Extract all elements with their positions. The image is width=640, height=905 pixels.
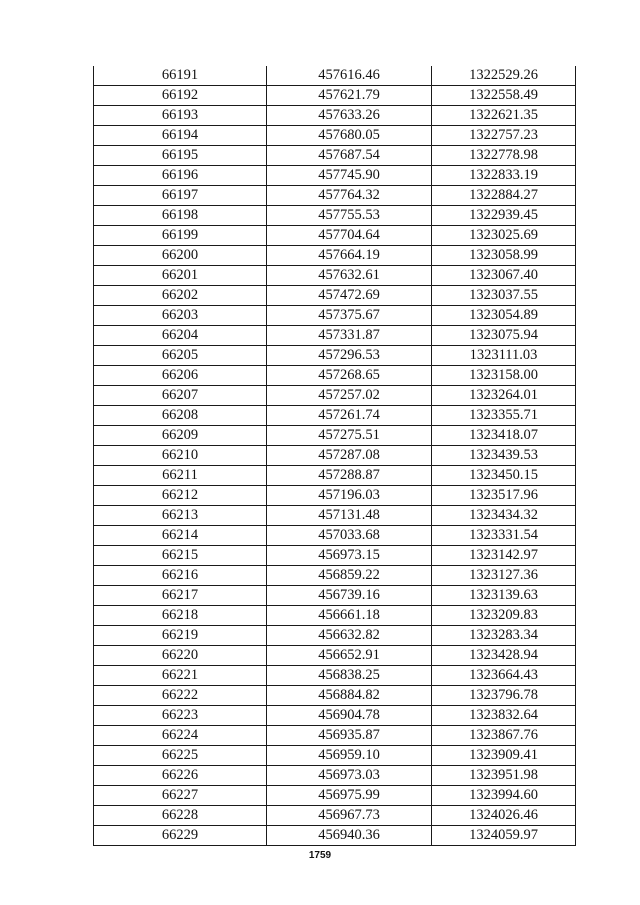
y-coordinate-cell: 1323796.78: [432, 686, 576, 706]
x-coordinate-cell: 456884.82: [267, 686, 432, 706]
y-coordinate-cell: 1323428.94: [432, 646, 576, 666]
x-coordinate-cell: 457331.87: [267, 326, 432, 346]
x-coordinate-cell: 457755.53: [267, 206, 432, 226]
x-coordinate-cell: 457632.61: [267, 266, 432, 286]
table-row: [94, 406, 576, 426]
point-id-cell: 66208: [94, 406, 267, 426]
x-coordinate-cell: 456967.73: [267, 806, 432, 826]
point-id-cell: 66198: [94, 206, 267, 226]
table-row: [94, 666, 576, 686]
x-coordinate-cell: 457745.90: [267, 166, 432, 186]
point-id-cell: 66207: [94, 386, 267, 406]
y-coordinate-cell: 1324026.46: [432, 806, 576, 826]
table-row: [94, 486, 576, 506]
table-row: [94, 806, 576, 826]
x-coordinate-cell: 456904.78: [267, 706, 432, 726]
y-coordinate-cell: 1323054.89: [432, 306, 576, 326]
y-coordinate-cell: 1323209.83: [432, 606, 576, 626]
y-coordinate-cell: 1323951.98: [432, 766, 576, 786]
x-coordinate-cell: 456973.03: [267, 766, 432, 786]
x-coordinate-cell: 457275.51: [267, 426, 432, 446]
table-row: [94, 226, 576, 246]
point-id-cell: 66214: [94, 526, 267, 546]
table-row: [94, 826, 576, 846]
table-row: [94, 286, 576, 306]
table-row: [94, 326, 576, 346]
x-coordinate-cell: 457687.54: [267, 146, 432, 166]
x-coordinate-cell: 457616.46: [267, 66, 432, 86]
page-number: 1759: [308, 850, 332, 861]
point-id-cell: 66226: [94, 766, 267, 786]
point-id-cell: 66223: [94, 706, 267, 726]
table-row: [94, 246, 576, 266]
point-id-cell: 66193: [94, 106, 267, 126]
point-id-cell: 66211: [94, 466, 267, 486]
x-coordinate-cell: 456652.91: [267, 646, 432, 666]
y-coordinate-cell: 1323434.32: [432, 506, 576, 526]
y-coordinate-cell: 1322778.98: [432, 146, 576, 166]
x-coordinate-cell: 456859.22: [267, 566, 432, 586]
point-id-cell: 66195: [94, 146, 267, 166]
table-row: [94, 506, 576, 526]
y-coordinate-cell: 1323037.55: [432, 286, 576, 306]
point-id-cell: 66218: [94, 606, 267, 626]
y-coordinate-cell: 1323025.69: [432, 226, 576, 246]
point-id-cell: 66227: [94, 786, 267, 806]
x-coordinate-cell: 457288.87: [267, 466, 432, 486]
table-row: [94, 426, 576, 446]
y-coordinate-cell: 1322529.26: [432, 66, 576, 86]
table-row: [94, 526, 576, 546]
y-coordinate-cell: 1323058.99: [432, 246, 576, 266]
y-coordinate-cell: 1323264.01: [432, 386, 576, 406]
table-row: [94, 166, 576, 186]
y-coordinate-cell: 1323517.96: [432, 486, 576, 506]
point-id-cell: 66228: [94, 806, 267, 826]
x-coordinate-cell: 457261.74: [267, 406, 432, 426]
point-id-cell: 66212: [94, 486, 267, 506]
table-row: [94, 766, 576, 786]
point-id-cell: 66194: [94, 126, 267, 146]
x-coordinate-cell: 456739.16: [267, 586, 432, 606]
point-id-cell: 66229: [94, 826, 267, 846]
y-coordinate-cell: 1323355.71: [432, 406, 576, 426]
y-coordinate-cell: 1323909.41: [432, 746, 576, 766]
table-row: [94, 126, 576, 146]
table-row: [94, 206, 576, 226]
point-id-cell: 66215: [94, 546, 267, 566]
x-coordinate-cell: 457296.53: [267, 346, 432, 366]
y-coordinate-cell: 1323994.60: [432, 786, 576, 806]
table-row: [94, 706, 576, 726]
table-row: [94, 66, 576, 86]
x-coordinate-cell: 456838.25: [267, 666, 432, 686]
x-coordinate-cell: 457633.26: [267, 106, 432, 126]
table-row: [94, 266, 576, 286]
point-id-cell: 66217: [94, 586, 267, 606]
point-id-cell: 66204: [94, 326, 267, 346]
point-id-cell: 66192: [94, 86, 267, 106]
x-coordinate-cell: 457764.32: [267, 186, 432, 206]
x-coordinate-cell: 456935.87: [267, 726, 432, 746]
table-row: [94, 606, 576, 626]
y-coordinate-cell: 1323832.64: [432, 706, 576, 726]
table-row: [94, 586, 576, 606]
x-coordinate-cell: 457704.64: [267, 226, 432, 246]
y-coordinate-cell: 1323067.40: [432, 266, 576, 286]
y-coordinate-cell: 1323331.54: [432, 526, 576, 546]
table-row: [94, 146, 576, 166]
table-row: [94, 346, 576, 366]
point-id-cell: 66202: [94, 286, 267, 306]
x-coordinate-cell: 457621.79: [267, 86, 432, 106]
x-coordinate-cell: 456959.10: [267, 746, 432, 766]
y-coordinate-cell: 1323439.53: [432, 446, 576, 466]
point-id-cell: 66210: [94, 446, 267, 466]
y-coordinate-cell: 1324059.97: [432, 826, 576, 846]
y-coordinate-cell: 1323450.15: [432, 466, 576, 486]
point-id-cell: 66200: [94, 246, 267, 266]
point-id-cell: 66222: [94, 686, 267, 706]
table-row: [94, 546, 576, 566]
table-row: [94, 726, 576, 746]
coordinate-table-body: [94, 66, 576, 846]
x-coordinate-cell: 457472.69: [267, 286, 432, 306]
table-row: [94, 646, 576, 666]
table-row: [94, 366, 576, 386]
y-coordinate-cell: 1323283.34: [432, 626, 576, 646]
table-row: [94, 106, 576, 126]
coordinate-table: [93, 66, 576, 846]
y-coordinate-cell: 1322939.45: [432, 206, 576, 226]
point-id-cell: 66209: [94, 426, 267, 446]
point-id-cell: 66219: [94, 626, 267, 646]
y-coordinate-cell: 1323127.36: [432, 566, 576, 586]
point-id-cell: 66220: [94, 646, 267, 666]
x-coordinate-cell: 457664.19: [267, 246, 432, 266]
table-row: [94, 686, 576, 706]
x-coordinate-cell: 457033.68: [267, 526, 432, 546]
x-coordinate-cell: 457131.48: [267, 506, 432, 526]
point-id-cell: 66213: [94, 506, 267, 526]
x-coordinate-cell: 456973.15: [267, 546, 432, 566]
point-id-cell: 66221: [94, 666, 267, 686]
x-coordinate-cell: 457287.08: [267, 446, 432, 466]
table-row: [94, 626, 576, 646]
y-coordinate-cell: 1323139.63: [432, 586, 576, 606]
point-id-cell: 66201: [94, 266, 267, 286]
point-id-cell: 66206: [94, 366, 267, 386]
x-coordinate-cell: 457268.65: [267, 366, 432, 386]
table-row: [94, 446, 576, 466]
y-coordinate-cell: 1322833.19: [432, 166, 576, 186]
y-coordinate-cell: 1323158.00: [432, 366, 576, 386]
x-coordinate-cell: 457375.67: [267, 306, 432, 326]
table-row: [94, 566, 576, 586]
y-coordinate-cell: 1323418.07: [432, 426, 576, 446]
x-coordinate-cell: 456975.99: [267, 786, 432, 806]
point-id-cell: 66225: [94, 746, 267, 766]
point-id-cell: 66205: [94, 346, 267, 366]
table-row: [94, 186, 576, 206]
table-row: [94, 466, 576, 486]
x-coordinate-cell: 457196.03: [267, 486, 432, 506]
point-id-cell: 66203: [94, 306, 267, 326]
x-coordinate-cell: 456661.18: [267, 606, 432, 626]
table-row: [94, 306, 576, 326]
table-row: [94, 386, 576, 406]
point-id-cell: 66197: [94, 186, 267, 206]
x-coordinate-cell: 456940.36: [267, 826, 432, 846]
y-coordinate-cell: 1322884.27: [432, 186, 576, 206]
y-coordinate-cell: 1323075.94: [432, 326, 576, 346]
point-id-cell: 66196: [94, 166, 267, 186]
point-id-cell: 66224: [94, 726, 267, 746]
y-coordinate-cell: 1323142.97: [432, 546, 576, 566]
y-coordinate-cell: 1323111.03: [432, 346, 576, 366]
point-id-cell: 66216: [94, 566, 267, 586]
y-coordinate-cell: 1322558.49: [432, 86, 576, 106]
table-row: [94, 86, 576, 106]
y-coordinate-cell: 1323867.76: [432, 726, 576, 746]
y-coordinate-cell: 1323664.43: [432, 666, 576, 686]
point-id-cell: 66191: [94, 66, 267, 86]
x-coordinate-cell: 457680.05: [267, 126, 432, 146]
table-row: [94, 786, 576, 806]
y-coordinate-cell: 1322757.23: [432, 126, 576, 146]
x-coordinate-cell: 457257.02: [267, 386, 432, 406]
x-coordinate-cell: 456632.82: [267, 626, 432, 646]
table-row: [94, 746, 576, 766]
y-coordinate-cell: 1322621.35: [432, 106, 576, 126]
point-id-cell: 66199: [94, 226, 267, 246]
